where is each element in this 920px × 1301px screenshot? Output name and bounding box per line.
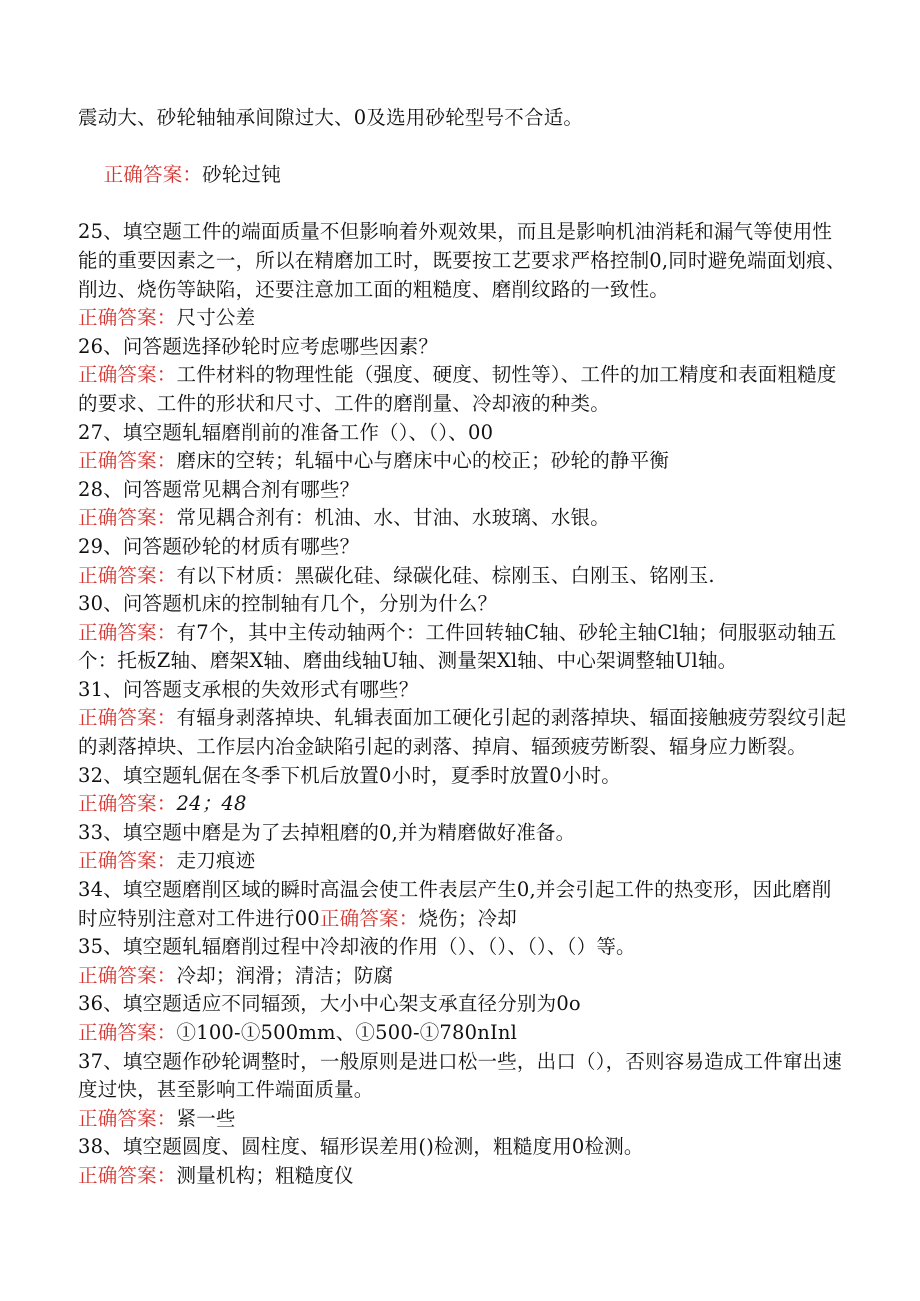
answer-label: 正确答案：: [78, 620, 177, 644]
answer-text: 烧伤；冷却: [418, 906, 517, 930]
answer-line: [78, 790, 848, 819]
question-text: 33、填空题中磨是为了去掉粗磨的0,并为精磨做好准备。: [78, 820, 576, 844]
document-page: [78, 104, 848, 1191]
answer-text: 测量机构；粗糙度仪: [176, 1163, 354, 1187]
answer-line: [78, 133, 848, 219]
answer-label: 正确答案：: [78, 563, 177, 587]
answer-line: [78, 1162, 848, 1191]
question-text: 37、填空题作砂轮调整时，一般原则是进口松一些，出口（），否则容易造成工件窜出速度过快，甚至影响工件端面质量。: [78, 1049, 843, 1102]
answer-text: 工件材料的物理性能（强度、硬度、韧性等）、工件的加工精度和表面粗糙度的要求、工件的形状和尺寸、工件的磨削量、冷却液的种类。: [78, 363, 837, 415]
answer-line: [78, 1105, 848, 1134]
answer-label: 正确答案：: [103, 163, 203, 187]
question-item: [78, 876, 848, 933]
answer-text: 有7个，其中主传动轴两个：工件回转轴C轴、砂轮主轴Cl轴；伺服驱动轴五个：托板Z轴、磨架X轴、磨曲线轴U轴、测量架Xl轴、中心架调整轴Ul轴。: [78, 620, 837, 673]
answer-text: 有辐身剥落掉块、轧辑表面加工硬化引起的剥落掉块、辐面接触疲劳裂纹引起的剥落掉块、工作层内冶金缺陷引起的剥落、掉肩、辐颈疲劳断裂、辐身应力断裂。: [78, 706, 847, 759]
answer-label: 正确答案：: [78, 449, 177, 473]
question-text: 29、问答题砂轮的材质有哪些？: [78, 534, 360, 558]
question-text: 32、填空题轧倨在冬季下机后放置0小时，夏季时放置0小时。: [78, 763, 621, 787]
answer-text: 磨床的空转；轧辐中心与磨床中心的校正；砂轮的静平衡: [176, 449, 670, 473]
answer-label: 正确答案：: [78, 963, 177, 987]
answer-label: 正确答案：: [78, 506, 177, 530]
answer-line: [78, 619, 848, 676]
answer-line: [78, 704, 848, 761]
answer-text: 24；48: [176, 792, 247, 816]
answer-label: 正确答案：: [78, 306, 177, 330]
question-text: 28、问答题常见耦合剂有哪些？: [78, 477, 360, 501]
answer-text: 砂轮过钝: [202, 163, 281, 187]
question-text: 34、填空题磨削区域的瞬时高温会使工件表层产生0,并会引起工件的热变形，因此磨削时应特别注意对工件进行00: [78, 878, 832, 930]
question-text: 30、问答题机床的控制轴有几个，分别为什么？: [78, 592, 498, 616]
answer-line: [78, 962, 848, 991]
answer-line: [78, 361, 848, 418]
answer-line: [78, 1019, 848, 1048]
answer-label: 正确答案：: [78, 706, 177, 730]
answer-line: [78, 504, 848, 533]
answer-label: 正确答案：: [78, 1163, 177, 1187]
question-text: 31、问答题支承根的失效形式有哪些？: [78, 677, 419, 701]
answer-label: 正确答案：: [78, 363, 177, 387]
answer-line: [78, 447, 848, 476]
question-text: 震动大、砂轮轴轴承间隙过大、0及选用砂轮型号不合适。: [78, 106, 584, 129]
question-text: 38、填空题圆度、圆柱度、辐形误差用()检测，粗糙度用0检测。: [78, 1135, 644, 1159]
answer-text: 尺寸公差: [176, 306, 256, 330]
answer-text: 紧一些: [176, 1106, 236, 1130]
answer-label: 正确答案：: [78, 849, 177, 873]
question-text: 26、问答题选择砂轮时应考虑哪些因素？: [78, 334, 439, 358]
answer-text: 有以下材质：黑碳化硅、绿碳化硅、棕刚玉、白刚玉、铭刚玉.: [176, 563, 715, 587]
question-list: [78, 218, 848, 1190]
answer-label: 正确答案：: [78, 1021, 177, 1044]
question-text: 35、填空题轧辐磨削过程中冷却液的作用（）、（）、（）、（）等。: [78, 935, 636, 959]
answer-line: [78, 304, 848, 333]
answer-text: ①100-①500mm、①500-①780nInl: [176, 1021, 518, 1044]
question-text: 27、填空题轧辐磨削前的准备工作（）、（）、00: [78, 420, 494, 444]
answer-text: 冷却；润滑；清洁；防腐: [176, 963, 394, 987]
answer-label: 正确答案：: [319, 906, 419, 930]
answer-line: [78, 562, 848, 591]
question-text: 36、填空题适应不同辐颈，大小中心架支承直径分别为0o: [78, 992, 581, 1016]
answer-text: 常见耦合剂有：机油、水、甘油、水玻璃、水银。: [176, 506, 610, 530]
answer-text: 走刀痕迹: [176, 849, 256, 873]
answer-label: 正确答案：: [78, 792, 177, 816]
answer-label: 正确答案：: [78, 1106, 177, 1130]
answer-line: [78, 847, 848, 876]
question-text: 25、填空题工件的端面质量不但影响着外观效果，而且是影响机油消耗和漏气等使用性能的重要因素之一，所以在精磨加工时，既要按工艺要求严格控制0,同时避免端面划痕、削边、烧伤等缺陷，还要注意加工面的粗糙度、磨削纹路的一致性。: [78, 220, 846, 301]
